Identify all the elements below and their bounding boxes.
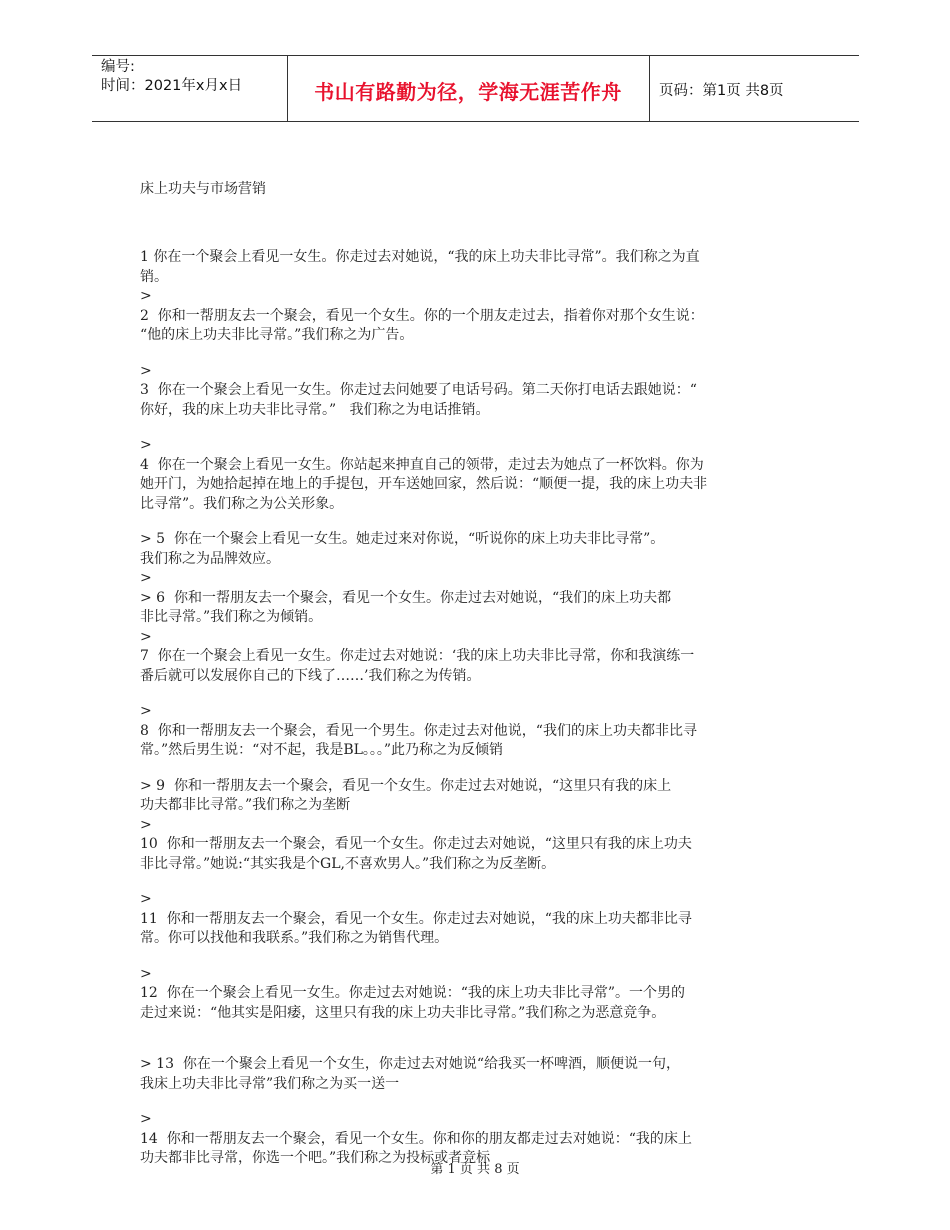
body-line: > 6 你和一帮朋友去一个聚会，看见一个女生。你走过去对她说，“我们的床上功夫都 — [140, 589, 672, 606]
blank-line — [140, 514, 790, 530]
body-line: > 9 你和一帮朋友去一个聚会，看见一个女生。你走过去对她说，“这里只有我的床上 — [140, 777, 672, 794]
blank-line — [140, 686, 790, 702]
body-line: 我床上功夫非比寻常”我们称之为买一送一 — [140, 1075, 400, 1092]
body-line: > — [140, 362, 152, 379]
blank-line — [140, 346, 790, 362]
body-line: 常。你可以找他和我联系。”我们称之为销售代理。 — [140, 930, 449, 946]
header-divider-right — [649, 55, 650, 121]
header-meta — [101, 58, 242, 96]
blank-line — [140, 874, 790, 890]
blank-line — [140, 1039, 790, 1055]
body-line: 2 你和一帮朋友去一个聚会，看见一个女生。你的一个朋友走过去，指着你对那个女生说： — [140, 307, 704, 324]
body-line: 非比寻常。”我们称之为倾销。 — [140, 609, 323, 625]
body-line: 3 你在一个聚会上看见一女生。你走过去问她要了电话号码。第二天你打电话去跟她说：“ — [140, 382, 697, 398]
body-line: 我们称之为品牌效应。 — [140, 550, 280, 567]
header-page-info: 页码：第1页 共8页 — [659, 83, 784, 99]
body-line: 非比寻常。”她说:“其实我是个GL,不喜欢男人。”我们称之为反垄断。 — [140, 855, 556, 872]
body-line: 14 你和一帮朋友去一个聚会，看见一个女生。你和你的朋友都走过去对她说：“我的床上 — [140, 1130, 692, 1147]
body-line: 常。”然后男生说：“对不起，我是BL。。。”此乃称之为反倾销 — [140, 742, 504, 758]
body-line: 11 你和一帮朋友去一个聚会，看见一个女生。你走过去对她说，“我的床上功夫都非比寻 — [140, 910, 692, 927]
document-number-label: 编号: — [101, 59, 135, 75]
body-line: > — [140, 703, 152, 719]
body-line: 她开门，为她拾起掉在地上的手提包，开车送她回家，然后说：“顺便一提，我的床上功夫非 — [140, 476, 708, 492]
blank-line — [140, 761, 790, 777]
blank-line — [140, 1094, 790, 1110]
body-line: 比寻常”。我们称之为公关形象。 — [140, 495, 344, 512]
body-line: 你好，我的床上功夫非比寻常。” 我们称之为电话推销。 — [140, 401, 490, 418]
body-line: > 5 你在一个聚会上看见一女生。她走过来对你说，“听说你的床上功夫非比寻常”。 — [140, 531, 665, 547]
body-line: > 13 你在一个聚会上看见一个女生，你走过去对她说“给我买一杯啤酒，顺便说一句， — [140, 1056, 681, 1072]
body-line: “他的床上功夫非比寻常。”我们称之为广告。 — [140, 327, 414, 343]
body-line: 8 你和一帮朋友去一个聚会，看见一个男生。你走过去对他说，“我们的床上功夫都非比寻 — [140, 722, 697, 739]
body-line: > — [140, 628, 152, 645]
body-line: 4 你在一个聚会上看见一女生。你站起来抻直自己的领带，走过去为她点了一杯饮料。你为 — [140, 456, 704, 473]
body-line: 番后就可以发展你自己的下线了……’我们称之为传销。 — [140, 667, 481, 684]
blank-line — [140, 1023, 790, 1039]
body-line: 销。 — [140, 268, 168, 285]
body-line: 10 你和一帮朋友去一个聚会，看见一个女生。你走过去对她说，“这里只有我的床上功夫 — [140, 836, 692, 852]
document-time-label: 时间：2021年x月x日 — [101, 78, 243, 94]
document-title: 床上功夫与市场营销 — [140, 181, 266, 197]
body-line: 1 你在一个聚会上看见一女生。你走过去对她说，“我的床上功夫非比寻常”。我们称之为直 — [140, 249, 700, 265]
header-motto: 书山有路勤为径，学海无涯苦作舟 — [314, 80, 622, 104]
body-line: > — [140, 816, 152, 833]
header-top-rule — [92, 55, 859, 56]
header-bottom-rule — [92, 121, 859, 122]
body-line: > — [140, 1111, 152, 1127]
body-line: > — [140, 288, 152, 304]
body-line: 7 你在一个聚会上看见一女生。你走过去对她说：‘我的床上功夫非比寻常，你和我演练一 — [140, 648, 695, 664]
page-footer: 第 1 页 共 8 页 — [430, 1162, 520, 1177]
body-line: > — [140, 965, 152, 982]
body-line: 12 你在一个聚会上看见一女生。你走过去对她说：“我的床上功夫非比寻常”。一个男的 — [140, 985, 686, 1001]
blank-line — [140, 420, 790, 436]
document-body — [140, 248, 790, 1169]
body-line: > — [140, 570, 152, 586]
body-line: 功夫都非比寻常。”我们称之为垄断 — [140, 797, 351, 813]
body-line: > — [140, 437, 152, 453]
body-line: 功夫都非比寻常，你选一个吧。”我们称之为投标或者竞标 — [140, 1150, 491, 1166]
blank-line — [140, 949, 790, 965]
body-line: > — [140, 891, 152, 907]
body-line: 走过来说：“他其实是阳痿，这里只有我的床上功夫非比寻常。”我们称之为恶意竞争。 — [140, 1004, 666, 1021]
